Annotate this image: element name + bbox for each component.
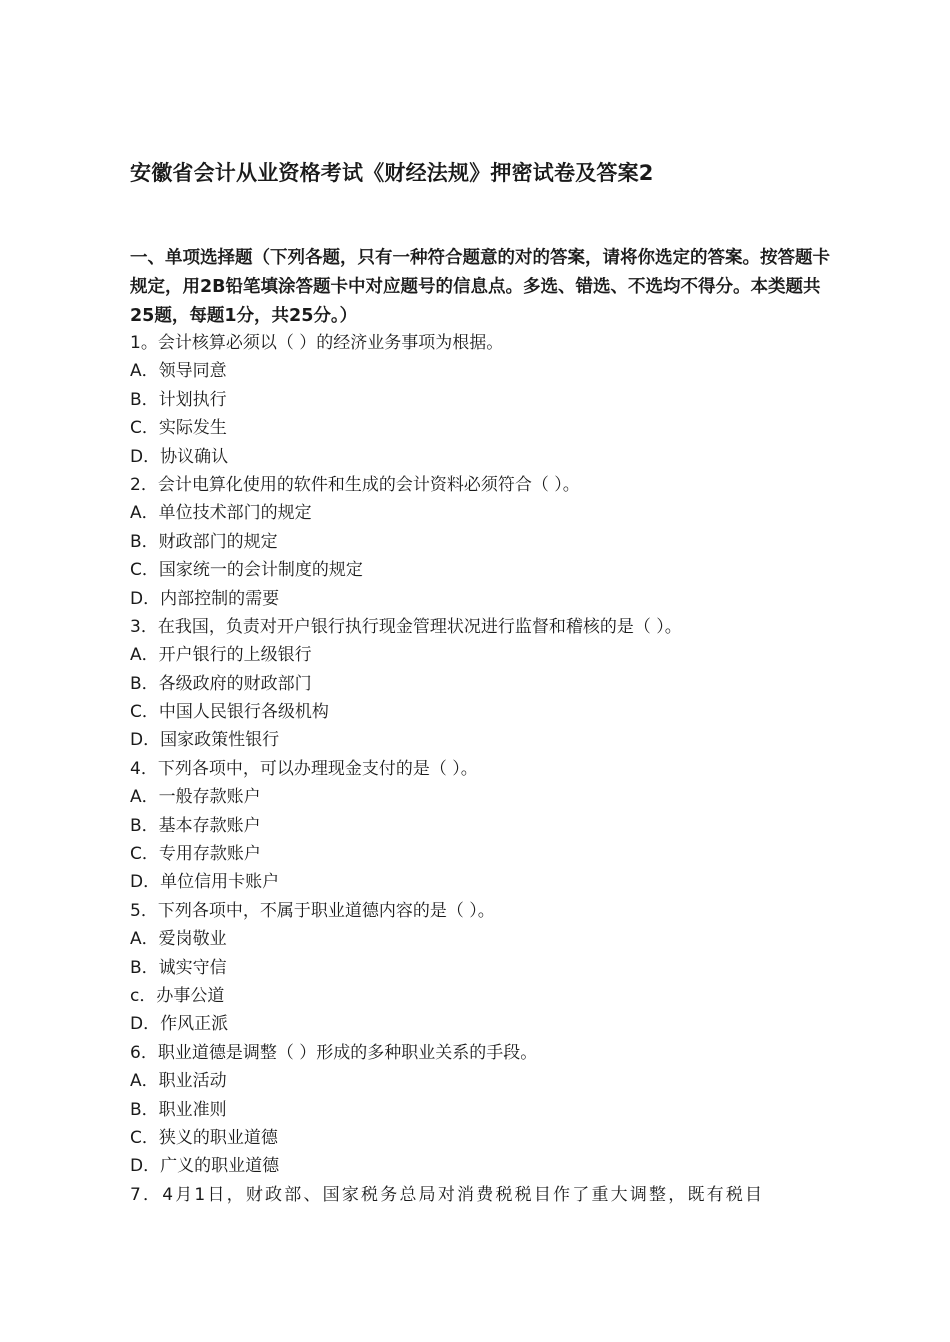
answer-option: D．单位信用卡账户: [130, 872, 280, 893]
answer-option: B．基本存款账户: [130, 815, 261, 836]
answer-option: B．诚实守信: [130, 957, 227, 978]
answer-option: A．单位技术部门的规定: [130, 503, 312, 524]
question-stem: 7．4月1日，财政部、国家税务总局对消费税税目作了重大调整，既有税目: [130, 1184, 765, 1205]
answer-option: A．爱岗敬业: [130, 929, 227, 950]
question-stem: 4．下列各项中，可以办理现金支付的是（ ）。: [130, 758, 478, 779]
answer-option: B．各级政府的财政部门: [130, 673, 312, 694]
question-stem: 1。会计核算必须以（ ）的经济业务事项为根据。: [130, 333, 504, 353]
answer-option: A．领导同意: [130, 361, 227, 382]
answer-option: D．协议确认: [130, 446, 229, 467]
document-title: 安徽省会计从业资格考试《财经法规》押密试卷及答案2: [130, 161, 654, 185]
answer-option: D．广义的职业道德: [130, 1156, 280, 1177]
answer-option: B．职业准则: [130, 1099, 227, 1120]
answer-option: C．中国人民银行各级机构: [130, 702, 329, 723]
answer-option: D．作风正派: [130, 1014, 229, 1035]
answer-option: C．实际发生: [130, 418, 227, 439]
answer-option: C．国家统一的会计制度的规定: [130, 560, 363, 581]
answer-option: C．专用存款账户: [130, 844, 261, 865]
answer-option: A．职业活动: [130, 1071, 227, 1092]
question-stem: 3．在我国，负责对开户银行执行现金管理状况进行监督和稽核的是（ ）。: [130, 616, 682, 637]
answer-option: D．内部控制的需要: [130, 588, 280, 609]
section-heading: 一、单项选择题（下列各题，只有一种符合题意的对的答案，请将你选定的答案。按答题卡规定，用2B铅笔填涂答题卡中对应题号的信息点。多选、错选、不选均不得分。本类题共25题，每题1分，共25分。）: [130, 248, 830, 326]
answer-option: c．办事公道: [130, 985, 225, 1006]
question-stem: 2．会计电算化使用的软件和生成的会计资料必须符合（ ）。: [130, 474, 580, 495]
question-list: [130, 329, 830, 1209]
answer-option: B．计划执行: [130, 389, 227, 410]
answer-option: A．开户银行的上级银行: [130, 645, 312, 666]
answer-option: A．一般存款账户: [130, 787, 261, 808]
answer-option: D．国家政策性银行: [130, 730, 280, 751]
answer-option: C．狭义的职业道德: [130, 1127, 278, 1148]
question-stem: 6．职业道德是调整（ ）形成的多种职业关系的手段。: [130, 1042, 538, 1063]
question-stem: 5．下列各项中，不属于职业道德内容的是（ ）。: [130, 900, 495, 921]
answer-option: B．财政部门的规定: [130, 531, 278, 552]
